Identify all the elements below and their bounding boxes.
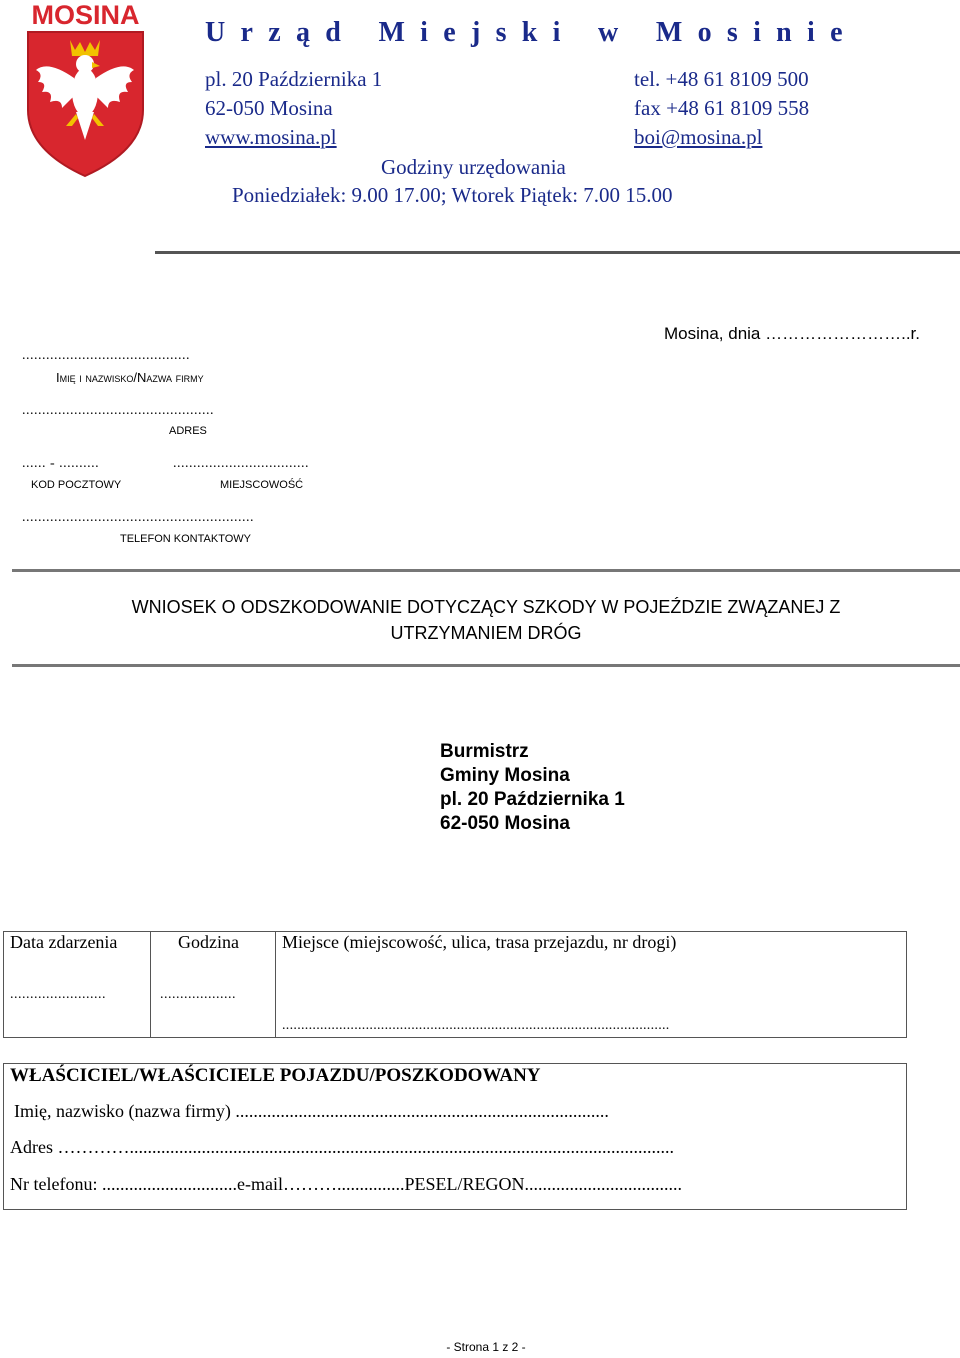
table-divider-1	[150, 931, 151, 1037]
title-top-rule	[12, 569, 960, 572]
owner-address-field[interactable]: Adres ………….........................................................................................................................	[10, 1137, 674, 1157]
date-header: Data zdarzenia	[10, 932, 118, 952]
addressee-line-4: 62-050 Mosina	[440, 813, 570, 834]
form-title	[12, 594, 960, 646]
name-field[interactable]: ..........................................	[22, 348, 190, 363]
address-field[interactable]: ................................................	[22, 403, 214, 418]
header-divider	[155, 251, 960, 254]
time-field[interactable]: ...................	[160, 987, 236, 1002]
phone-field[interactable]: ..........................................................	[22, 510, 254, 525]
office-hours-title: Godziny urzędowania	[381, 155, 566, 179]
office-title	[205, 15, 917, 51]
eagle-coat-of-arms-icon	[18, 0, 153, 180]
date-field[interactable]: ........................	[10, 987, 106, 1002]
place-field[interactable]: ......................................................................................................	[282, 1018, 670, 1033]
addressee-line-2: Gminy Mosina	[440, 765, 570, 786]
table-divider-2	[275, 931, 276, 1037]
fax-number: fax +48 61 8109 558	[634, 96, 810, 120]
addressee	[440, 740, 625, 836]
name-caption: Imię i nazwisko/Nazwa firmy	[56, 370, 204, 385]
phone-caption: TELEFON KONTAKTOWY	[120, 533, 251, 545]
address-line-2: 62-050 Mosina	[205, 96, 333, 120]
place-header: Miejsce (miejscowość, ulica, trasa przejazdu, nr drogi)	[282, 932, 677, 952]
website-link[interactable]: www.mosina.pl	[205, 125, 337, 149]
city-field[interactable]: ..................................	[173, 456, 309, 471]
email-link[interactable]: boi@mosina.pl	[634, 125, 763, 149]
postal-code-caption: KOD POCZTOWY	[31, 479, 122, 491]
phone-number: tel. +48 61 8109 500	[634, 67, 809, 91]
title-bottom-rule	[12, 664, 960, 667]
address-line-1: pl. 20 Października 1	[205, 67, 383, 91]
postal-code-field[interactable]: ...... - ..........	[22, 456, 100, 471]
date-line[interactable]: Mosina, dnia ……………………..r.	[664, 324, 921, 343]
owner-name-field[interactable]: Imię, nazwisko (nazwa firmy) ...................................................................................	[14, 1101, 609, 1121]
owner-contact-field[interactable]: Nr telefonu: ..............................e-mail………...............PESEL/REGON...................................	[10, 1174, 682, 1194]
form-title-line-1: WNIOSEK O ODSZKODOWANIE DOTYCZĄCY SZKODY W POJEŹDZIE ZWĄZANEJ Z	[131, 597, 841, 617]
office-title-text: Urząd Miejski w Mosinie	[205, 17, 858, 48]
logo-text: MOSINA	[31, 0, 140, 30]
addressee-line-1: Burmistrz	[440, 741, 529, 762]
owner-section-title: WŁAŚCICIEL/WŁAŚCICIELE POJAZDU/POSZKODOWANY	[10, 1065, 541, 1086]
address-caption: ADRES	[169, 425, 207, 437]
time-header: Godzina	[178, 932, 239, 952]
page-number: - Strona 1 z 2 -	[446, 1340, 526, 1354]
form-title-line-2: UTRZYMANIEM DRÓG	[390, 623, 582, 643]
city-caption: MIEJSCOWOŚĆ	[220, 479, 304, 491]
office-hours: Poniedziałek: 9.00 17.00; Wtorek Piątek: 7.00 15.00	[232, 183, 673, 207]
addressee-line-3: pl. 20 Października 1	[440, 789, 625, 810]
